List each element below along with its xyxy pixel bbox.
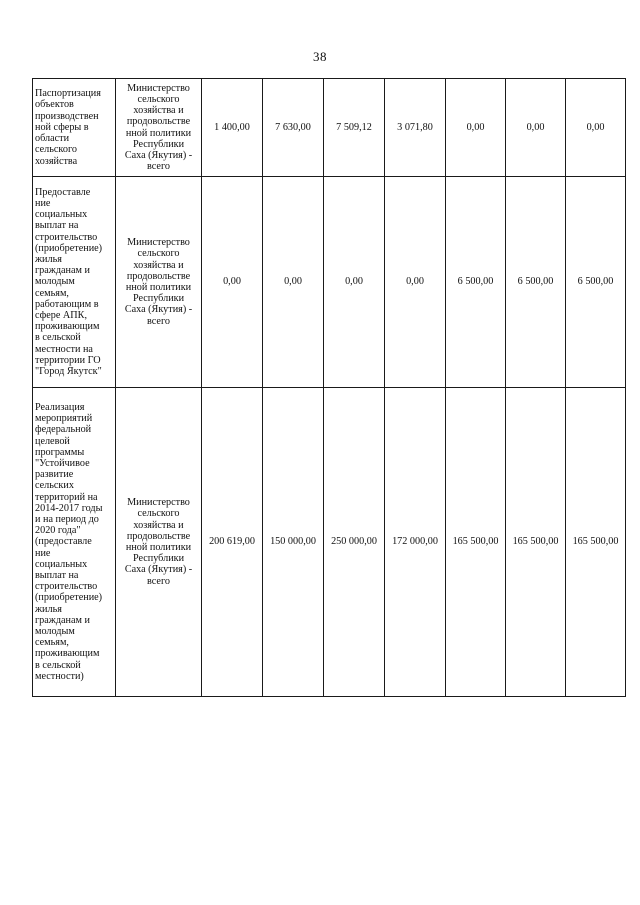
executor-cell	[116, 177, 202, 388]
measure-name-line: (предоставле	[35, 536, 92, 548]
measure-name-line: Предоставле	[35, 186, 91, 198]
amount-cell: 0,00	[385, 177, 446, 388]
measure-name-line: ние	[35, 197, 51, 209]
measure-name-cell	[33, 177, 116, 388]
measure-name-line: федеральной	[35, 424, 92, 436]
executor-line: сельского	[137, 508, 180, 520]
measure-name-line: строительство	[35, 581, 98, 593]
executor-line: нной политики	[125, 542, 192, 553]
amount-cell: 0,00	[263, 177, 324, 388]
executor-line: нной политики	[125, 127, 192, 139]
measure-name-line: семьям,	[35, 287, 69, 299]
executor-cell	[116, 79, 202, 177]
measure-name-line: выплат на	[35, 220, 79, 232]
executor-line: нной политики	[125, 282, 192, 293]
measure-name-line: в сельской	[35, 332, 81, 344]
measure-name-line: территорий на	[35, 491, 98, 503]
measure-name-line: семьям,	[35, 637, 69, 649]
measure-name-line: (приобретение)	[35, 592, 103, 604]
measure-name-line: строительство	[35, 231, 98, 243]
measure-name-cell	[33, 79, 116, 177]
table-body	[33, 79, 626, 697]
measure-name-line: целевой	[35, 435, 70, 447]
amount-cell: 0,00	[446, 79, 506, 177]
measure-name-line: (приобретение)	[35, 242, 103, 254]
amount-cell: 0,00	[506, 79, 566, 177]
table-row	[33, 388, 626, 697]
executor-line: Министерство	[127, 82, 190, 94]
executor-line: Министерство	[127, 497, 190, 509]
executor-line: Министерство	[127, 237, 190, 249]
measure-name-line: производствен	[35, 110, 99, 122]
amount-cell: 6 500,00	[506, 177, 566, 388]
amount-cell: 172 000,00	[385, 388, 446, 697]
amount-cell: 0,00	[566, 79, 626, 177]
executor-line: Саха (Якутия) -	[124, 304, 193, 316]
measure-name-line: жилья	[35, 603, 62, 615]
amount-cell: 6 500,00	[566, 177, 626, 388]
executor-line: хозяйства и	[133, 105, 184, 117]
measure-name-line: молодым	[35, 276, 75, 288]
measure-name-line: хозяйства	[35, 155, 78, 167]
executor-line: Саха (Якутия) -	[124, 149, 193, 161]
amount-cell: 7 630,00	[263, 79, 324, 177]
amount-cell: 165 500,00	[566, 388, 626, 697]
measure-name-cell	[33, 388, 116, 697]
executor-line: всего	[147, 315, 170, 327]
amount-cell: 6 500,00	[446, 177, 506, 388]
amount-cell: 200 619,00	[202, 388, 263, 697]
executor-line: хозяйства и	[133, 259, 184, 271]
measure-name-line: выплат на	[35, 570, 79, 581]
executor-line: продовольстве	[126, 270, 191, 282]
executor-line: всего	[147, 575, 170, 587]
measure-name-line: проживающим	[35, 648, 100, 660]
executor-line: Саха (Якутия) -	[124, 564, 193, 576]
measure-name-line: проживающим	[35, 321, 100, 333]
measure-name-line: территории ГО	[35, 354, 101, 366]
measure-name-line: "Город Якутск"	[35, 366, 102, 378]
measure-name-line: Паспортизация	[35, 88, 101, 100]
measure-name-line: сфере АПК,	[35, 310, 87, 321]
executor-line: продовольстве	[126, 116, 191, 128]
amount-cell: 150 000,00	[263, 388, 324, 697]
amount-cell: 165 500,00	[446, 388, 506, 697]
measure-name-line: 2014-2017 годы	[35, 502, 103, 514]
measure-name-line: ние	[35, 547, 51, 559]
measure-name-line: сельских	[35, 480, 74, 492]
measure-name-line: социальных	[35, 558, 88, 570]
measure-name-line: сельского	[35, 144, 77, 156]
measure-name-line: в сельской	[35, 659, 81, 671]
amount-cell: 7 509,12	[324, 79, 385, 177]
measure-name-line: местности на	[35, 343, 93, 355]
measure-name-line: Реализация	[35, 401, 85, 413]
measure-name-line: гражданам и	[35, 614, 90, 626]
measure-name-line: местности)	[35, 670, 84, 682]
measure-name-line: развитие	[35, 469, 74, 481]
executor-line: Республики	[132, 553, 185, 565]
executor-line: Республики	[132, 138, 185, 150]
measure-name-line: и на период до	[35, 513, 99, 525]
measure-name-line: программы	[35, 446, 85, 458]
measure-name-line: мероприятий	[35, 413, 93, 425]
table-row	[33, 79, 626, 177]
page-number: 38	[313, 49, 327, 64]
measure-name-line: "Устойчивое	[35, 457, 90, 469]
executor-line: продовольстве	[126, 530, 191, 542]
executor-line: всего	[147, 161, 170, 173]
executor-line: сельского	[137, 93, 180, 105]
executor-line: Республики	[132, 293, 185, 305]
amount-cell: 0,00	[324, 177, 385, 388]
measure-name-line: объектов	[35, 99, 74, 111]
measure-name-line: 2020 года"	[35, 525, 81, 537]
measure-name-line: молодым	[35, 626, 75, 638]
measure-name-line: гражданам и	[35, 265, 90, 277]
budget-table	[32, 78, 626, 697]
table-row	[33, 177, 626, 388]
amount-cell: 0,00	[202, 177, 263, 388]
executor-cell	[116, 388, 202, 697]
executor-line: хозяйства и	[133, 519, 184, 531]
executor-line: сельского	[137, 248, 180, 260]
amount-cell: 3 071,80	[385, 79, 446, 177]
amount-cell: 1 400,00	[202, 79, 263, 177]
amount-cell: 165 500,00	[506, 388, 566, 697]
measure-name-line: социальных	[35, 209, 88, 221]
measure-name-line: области	[35, 133, 70, 145]
measure-name-line: жилья	[35, 253, 62, 265]
amount-cell: 250 000,00	[324, 388, 385, 697]
measure-name-line: работающим в	[35, 298, 99, 310]
measure-name-line: ной сферы в	[35, 121, 89, 133]
